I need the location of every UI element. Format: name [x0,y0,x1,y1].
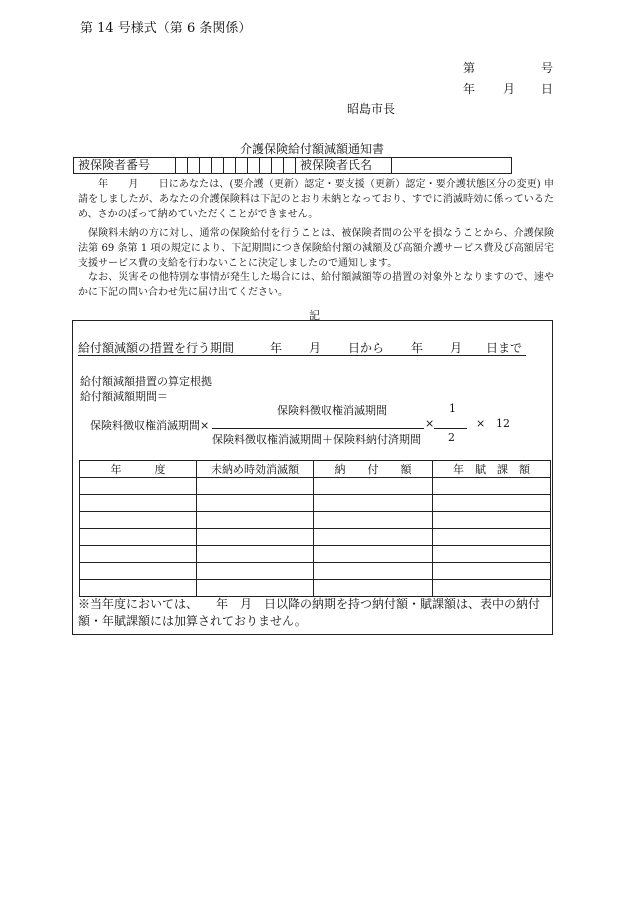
period-end-day: 日まで [486,341,523,355]
formula-multiply-2: × [476,417,486,430]
table-row [80,512,551,529]
ki-heading: 記 [309,309,320,322]
table-cell[interactable] [314,563,433,580]
table-cell[interactable] [433,529,551,546]
table-cell[interactable] [80,495,197,512]
table-row [80,580,551,597]
calc-period-heading: 給付額減額期間＝ [80,390,168,403]
column-header-fiscal-year: 年 度 [80,461,197,478]
reduction-period-line [78,339,526,356]
insured-number-digit-box[interactable] [224,158,236,174]
table-cell[interactable] [433,563,551,580]
table-cell[interactable] [80,512,197,529]
date-day-label: 日 [541,82,554,96]
insured-number-digit-box[interactable] [200,158,212,174]
date-year-label: 年 [463,82,476,96]
table-cell[interactable] [433,546,551,563]
table-header-row [80,461,551,478]
notice-paragraph-2: 保険料未納の方に対し、通常の保険給付を行うことは、被保険者間の公平を損なうことから、介護保険法第 69 条第 1 項の規定により、下記期間につき保険給付額の減額及び高額介護サービス費及び高額居宅支援サービス費の支給を行わないことに決定しましたので通知します。 [78,228,554,269]
insured-number-digit-box[interactable] [236,158,248,174]
table-cell[interactable] [433,495,551,512]
table-row [80,563,551,580]
notice-paragraph-1: 年 月 日にあなたは、(要介護（更新）認定・要支援（更新）認定・要介護状態区分の変更) 申請をしましたが、あなたの介護保険料は下記のとおり未納となっており、すでに消滅時効に係っているため、さかのぼって納めていただくことができません。 [78,179,554,220]
period-start-month: 月 [309,341,322,355]
formula-fraction-bar [212,428,424,429]
footnote: ※当年度においては、 年 月 日以降の納期を持つ納付額・賦課額は、表中の納付額・年賦課額には加算されておりません。 [78,597,541,628]
reduction-period-label: 給付額減額の措置を行う期間 [78,341,235,355]
table-cell[interactable] [197,478,314,495]
insured-name-label: 被保険者氏名 [296,158,392,174]
period-end-year: 年 [411,341,424,355]
form-number-label: 第 14 号様式（第 6 条関係） [80,21,252,36]
table-cell[interactable] [433,478,551,495]
insured-number-digit-box[interactable] [176,158,188,174]
table-cell[interactable] [314,478,433,495]
table-cell[interactable] [80,478,197,495]
column-header-annual-levy: 年 賦 課 額 [433,461,551,478]
notice-paragraph-3: なお、災害その他特別な事情が発生した場合には、給付額減額等の措置の対象外となりますので、速やかに下記の問い合わせ先に届け出てください。 [78,272,554,298]
table-cell[interactable] [197,563,314,580]
table-cell[interactable] [80,563,197,580]
table-row [80,478,551,495]
table-cell[interactable] [314,512,433,529]
document-title: 介護保険給付額減額通知書 [240,142,385,156]
table-cell[interactable] [433,580,551,597]
table-cell[interactable] [197,580,314,597]
insured-number-digit-box[interactable] [272,158,284,174]
document-number-prefix: 第 [463,61,476,75]
formula-twelve: 12 [496,417,510,430]
table-cell[interactable] [197,495,314,512]
calc-basis-heading: 給付額減額措置の算定根拠 [80,375,212,388]
formula-numerator: 保険料徴収権消滅期間 [277,404,387,417]
formula-half-numerator: 1 [449,402,456,415]
column-header-expired-unpaid: 未納め時効消滅額 [197,461,314,478]
insured-number-digit-box[interactable] [284,158,296,174]
table-row [80,546,551,563]
table-cell[interactable] [197,529,314,546]
issuer-name: 昭島市長 [347,102,396,116]
annual-amount-table [79,460,551,597]
table-cell[interactable] [197,546,314,563]
period-start-day: 日から [348,341,385,355]
period-end-month: 月 [450,341,463,355]
period-start-year: 年 [270,341,283,355]
formula-denominator: 保険料徴収権消滅期間＋保険料納付済期間 [212,433,421,446]
table-cell[interactable] [80,529,197,546]
insured-number-digit-box[interactable] [212,158,224,174]
insured-name-field[interactable] [392,158,512,174]
formula-half-bar [434,428,467,429]
insured-info-row [73,157,512,174]
formula-multiply-1: × [425,417,435,430]
table-cell[interactable] [314,529,433,546]
column-header-paid-amount: 納 付 額 [314,461,433,478]
table-row [80,529,551,546]
table-row [80,495,551,512]
table-cell[interactable] [314,495,433,512]
table-cell[interactable] [433,512,551,529]
table-cell[interactable] [197,512,314,529]
insured-number-label: 被保険者番号 [74,158,176,174]
insured-number-digit-box[interactable] [248,158,260,174]
table-cell[interactable] [80,580,197,597]
date-month-label: 月 [503,82,516,96]
formula-half-denominator: 2 [448,431,455,444]
formula-left-term: 保険料徴収権消滅期間× [90,419,210,432]
table-cell[interactable] [80,546,197,563]
table-cell[interactable] [314,580,433,597]
insured-number-digit-box[interactable] [260,158,272,174]
table-cell[interactable] [314,546,433,563]
insured-number-digit-box[interactable] [188,158,200,174]
document-number-suffix: 号 [541,61,554,75]
